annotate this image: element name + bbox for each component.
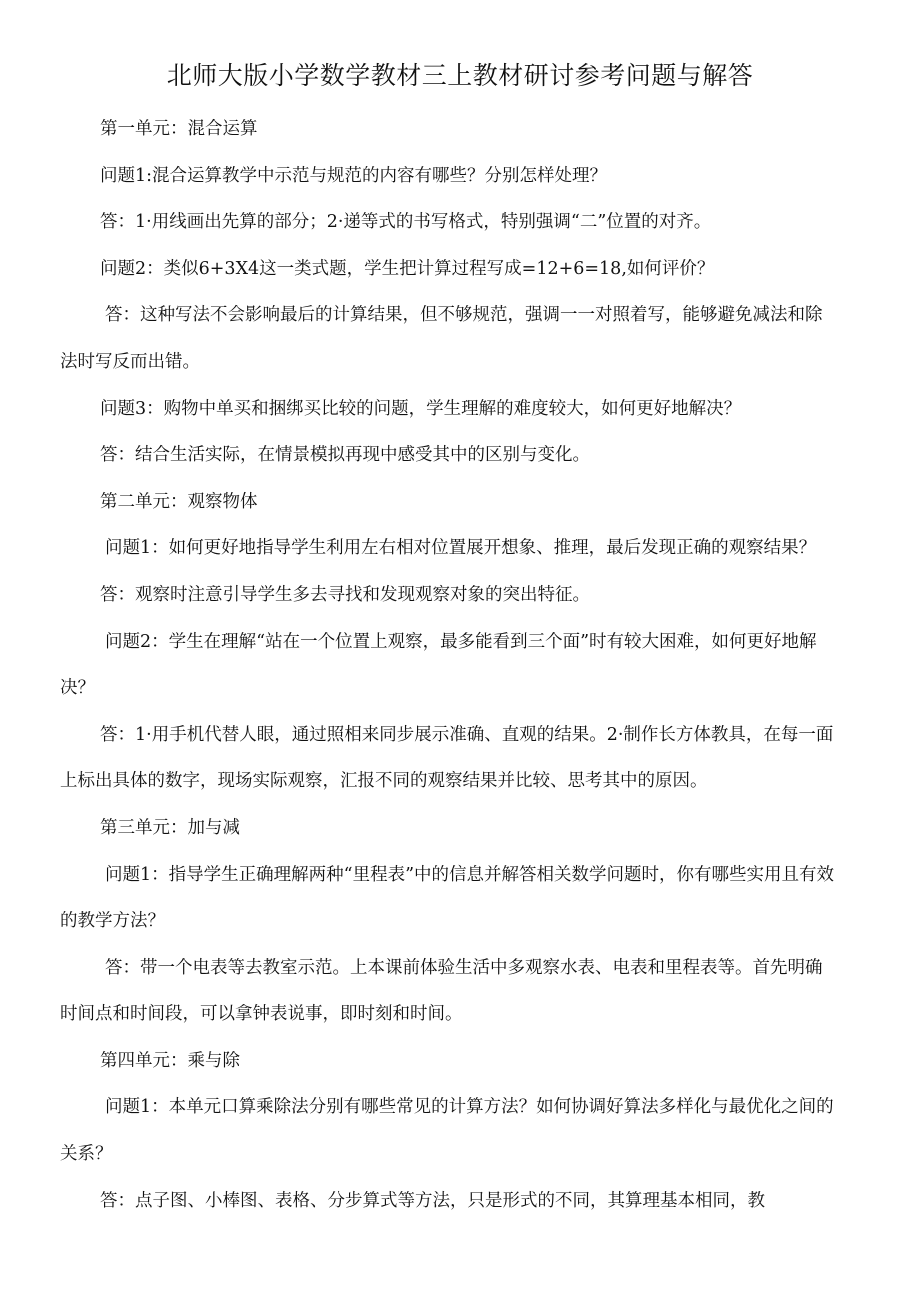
answer-paragraph: 答：结合生活实际，在情景模拟再现中感受其中的区别与变化。 — [100, 445, 590, 466]
answer-paragraph: 答：观察时注意引导学生多去寻找和发现观察对象的突出特征。 — [100, 584, 590, 605]
answer-paragraph: 答：点子图、小棒图、表格、分步算式等方法，只是形式的不同，其算理基本相同，教 — [100, 1190, 765, 1211]
answer-paragraph: 答：1·用线画出先算的部分；2·递等式的书写格式，特别强调“二”位置的对齐。 — [100, 212, 712, 233]
document-body — [60, 106, 838, 1224]
section-heading: 第三单元：加与减 — [100, 817, 240, 838]
answer-paragraph: 答：这种写法不会影响最后的计算结果，但不够规范，强调一一对照着写，能够避免减法和除法时写反而出错。 — [60, 305, 823, 372]
question-paragraph: 问题1:混合运算教学中示范与规范的内容有哪些？分别怎样处理？ — [100, 165, 608, 186]
question-paragraph: 问题2：类似6+3X4这一类式题，学生把计算过程写成=12+6=18,如何评价？ — [100, 258, 715, 279]
question-paragraph: 问题1：指导学生正确理解两种“里程表”中的信息并解答相关数学问题时，你有哪些实用且有效的教学方法？ — [60, 864, 835, 932]
section-heading: 第一单元：混合运算 — [100, 119, 258, 139]
section-heading: 第四单元：乘与除 — [100, 1050, 240, 1071]
question-paragraph: 问题1：本单元口算乘除法分别有哪些常见的计算方法？如何协调好算法多样化与最优化之间的关系？ — [60, 1097, 834, 1165]
section-heading: 第二单元：观察物体 — [100, 491, 258, 512]
question-paragraph: 问题2：学生在理解“站在一个位置上观察，最多能看到三个面”时有较大困难，如何更好地解决？ — [60, 631, 817, 699]
answer-paragraph: 答：1·用手机代替人眼，通过照相来同步展示准确、直观的结果。2·制作长方体教具，在每一面上标出具体的数字，现场实际观察，汇报不同的观察结果并比较、思考其中的原因。 — [60, 724, 834, 792]
question-paragraph: 问题1：如何更好地指导学生利用左右相对位置展开想象、推理，最后发现正确的观察结果？ — [105, 538, 817, 559]
document-title: 北师大版小学数学教材三上教材研讨参考问题与解答 — [166, 61, 754, 90]
answer-paragraph: 答：带一个电表等去教室示范。上本课前体验生活中多观察水表、电表和里程表等。首先明确时间点和时间段，可以拿钟表说事，即时刻和时间。 — [60, 957, 823, 1025]
question-paragraph: 问题3：购物中单买和捆绑买比较的问题，学生理解的难度较大，如何更好地解决？ — [100, 398, 742, 419]
